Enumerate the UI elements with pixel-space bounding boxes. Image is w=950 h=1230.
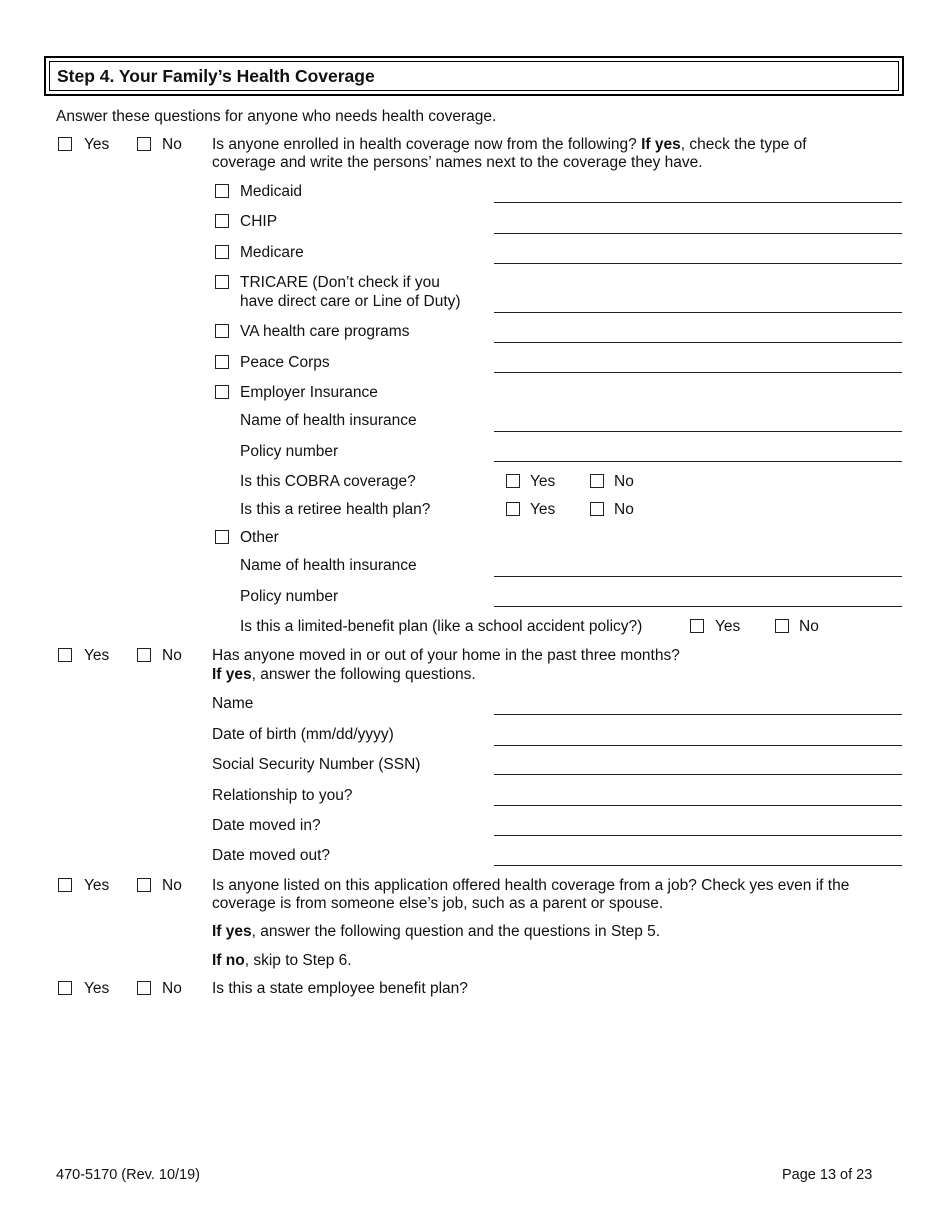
q1-no-label: No: [162, 136, 182, 153]
employer-policy-number-line[interactable]: [494, 461, 902, 462]
page-number: Page 13 of 23: [782, 1167, 873, 1183]
limited-benefit-yes-checkbox[interactable]: [690, 619, 704, 633]
q1-no-checkbox[interactable]: [137, 137, 151, 151]
cobra-no-checkbox[interactable]: [590, 474, 604, 488]
section-title: Step 4. Your Family’s Health Coverage: [49, 61, 899, 91]
va-checkbox[interactable]: [215, 324, 229, 338]
other-policy-number-label: Policy number: [240, 588, 339, 605]
cobra-question: Is this COBRA coverage?: [240, 473, 416, 490]
cobra-yes-checkbox[interactable]: [506, 474, 520, 488]
employer-policy-number-label: Policy number: [240, 443, 339, 460]
limited-benefit-no-label: No: [799, 618, 819, 635]
retiree-no-label: No: [614, 501, 634, 518]
retiree-question: Is this a retiree health plan?: [240, 501, 431, 518]
moved-in-line[interactable]: [494, 835, 902, 836]
chip-checkbox[interactable]: [215, 214, 229, 228]
moved-relationship-line[interactable]: [494, 805, 902, 806]
q2-yes-checkbox[interactable]: [58, 648, 72, 662]
employer-insurance-name-label: Name of health insurance: [240, 412, 417, 429]
moved-out-label: Date moved out?: [212, 847, 331, 864]
medicaid-label: Medicaid: [240, 183, 303, 200]
q4-yes-label: Yes: [84, 980, 110, 997]
employer-insurance-checkbox[interactable]: [215, 385, 229, 399]
q3-question-line2: coverage is from someone else’s job, such as a parent or spouse.: [212, 895, 664, 912]
medicare-label: Medicare: [240, 244, 304, 261]
peace-corps-checkbox[interactable]: [215, 355, 229, 369]
q4-question: Is this a state employee benefit plan?: [212, 980, 468, 997]
tricare-names-line[interactable]: [494, 312, 902, 313]
q3-if-yes-instruction: If yes, answer the following question and the questions in Step 5.: [212, 923, 661, 940]
chip-names-line[interactable]: [494, 233, 902, 234]
other-policy-number-line[interactable]: [494, 606, 902, 607]
moved-dob-line[interactable]: [494, 745, 902, 746]
q2-no-checkbox[interactable]: [137, 648, 151, 662]
other-checkbox[interactable]: [215, 530, 229, 544]
q2-instruction: If yes, answer the following questions.: [212, 666, 476, 683]
q2-no-label: No: [162, 647, 182, 664]
tricare-checkbox[interactable]: [215, 275, 229, 289]
va-names-line[interactable]: [494, 342, 902, 343]
retiree-yes-label: Yes: [530, 501, 556, 518]
q3-yes-label: Yes: [84, 877, 110, 894]
q2-question: Has anyone moved in or out of your home in the past three months?: [212, 647, 680, 664]
medicare-checkbox[interactable]: [215, 245, 229, 259]
moved-dob-label: Date of birth (mm/dd/yyyy): [212, 726, 394, 743]
medicare-names-line[interactable]: [494, 263, 902, 264]
q2-yes-label: Yes: [84, 647, 110, 664]
q3-no-checkbox[interactable]: [137, 878, 151, 892]
moved-ssn-label: Social Security Number (SSN): [212, 756, 421, 773]
cobra-no-label: No: [614, 473, 634, 490]
tricare-label-line2: have direct care or Line of Duty): [240, 293, 461, 310]
form-number: 470-5170 (Rev. 10/19): [56, 1167, 201, 1183]
moved-relationship-label: Relationship to you?: [212, 787, 353, 804]
intro-text: Answer these questions for anyone who needs health coverage.: [56, 108, 497, 125]
q1-question: Is anyone enrolled in health coverage now from the following? If yes, check the type of: [212, 136, 807, 153]
q3-no-label: No: [162, 877, 182, 894]
employer-insurance-name-line[interactable]: [494, 431, 902, 432]
q1-yes-label: Yes: [84, 136, 110, 153]
moved-in-label: Date moved in?: [212, 817, 321, 834]
medicaid-names-line[interactable]: [494, 202, 902, 203]
peace-corps-names-line[interactable]: [494, 372, 902, 373]
moved-ssn-line[interactable]: [494, 774, 902, 775]
moved-name-label: Name: [212, 695, 254, 712]
other-insurance-name-label: Name of health insurance: [240, 557, 417, 574]
section-header: [44, 56, 904, 96]
chip-label: CHIP: [240, 213, 278, 230]
q3-question: Is anyone listed on this application offered health coverage from a job? Check yes even if the: [212, 877, 850, 894]
q4-no-label: No: [162, 980, 182, 997]
retiree-no-checkbox[interactable]: [590, 502, 604, 516]
retiree-yes-checkbox[interactable]: [506, 502, 520, 516]
q4-no-checkbox[interactable]: [137, 981, 151, 995]
moved-name-line[interactable]: [494, 714, 902, 715]
limited-benefit-yes-label: Yes: [715, 618, 741, 635]
tricare-label: TRICARE (Don’t check if you: [240, 274, 440, 291]
q1-question-line2: coverage and write the persons’ names next to the coverage they have.: [212, 154, 703, 171]
va-label: VA health care programs: [240, 323, 410, 340]
q3-yes-checkbox[interactable]: [58, 878, 72, 892]
employer-insurance-label: Employer Insurance: [240, 384, 378, 401]
q3-if-no-instruction: If no, skip to Step 6.: [212, 952, 352, 969]
moved-out-line[interactable]: [494, 865, 902, 866]
cobra-yes-label: Yes: [530, 473, 556, 490]
other-label: Other: [240, 529, 279, 546]
limited-benefit-no-checkbox[interactable]: [775, 619, 789, 633]
q4-yes-checkbox[interactable]: [58, 981, 72, 995]
peace-corps-label: Peace Corps: [240, 354, 330, 371]
q1-yes-checkbox[interactable]: [58, 137, 72, 151]
medicaid-checkbox[interactable]: [215, 184, 229, 198]
limited-benefit-question: Is this a limited-benefit plan (like a school accident policy?): [240, 618, 643, 635]
other-insurance-name-line[interactable]: [494, 576, 902, 577]
